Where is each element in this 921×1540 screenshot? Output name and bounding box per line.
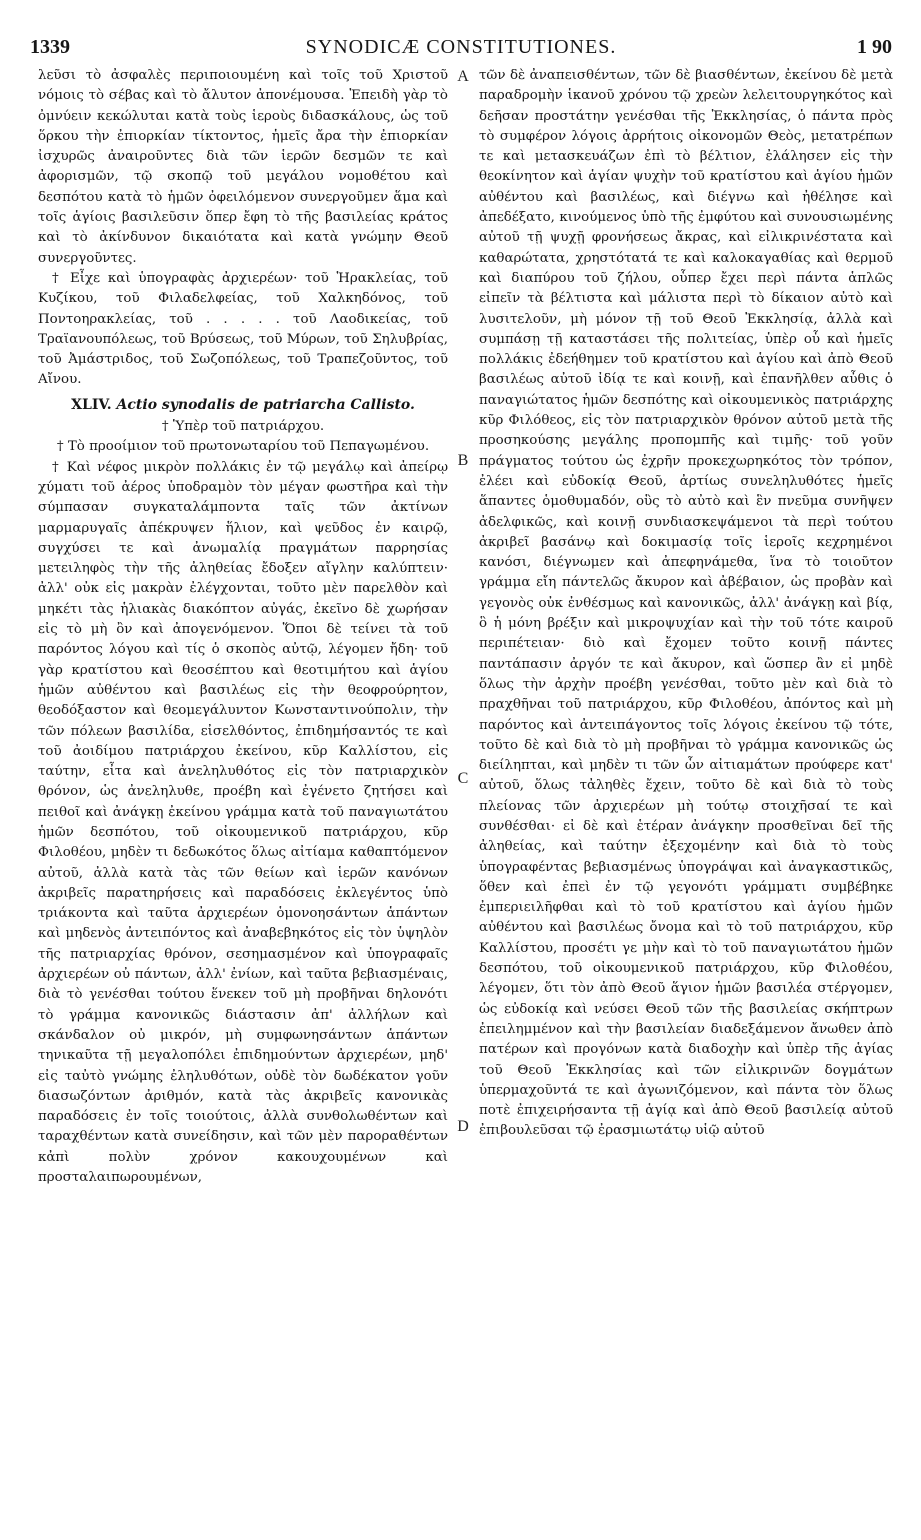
caption-prooimion: † Τὸ προοίμιον τοῦ πρωτονωταρίου τοῦ Πεπαγωμένου. bbox=[56, 439, 430, 455]
margin-letter-a: A bbox=[457, 68, 469, 85]
margin-letter-b: B bbox=[457, 452, 469, 469]
paragraph: λεῦσι τὸ ἀσφαλὲς περιποιουμένη καὶ τοῖς τοῦ Χριστοῦ νόμοις τὸ σέβας καὶ τὸ ἄλυτον ἀπονέμουσα. Ἐπειδὴ γὰρ τὸ ὀμνύειν κεκώλυται κατὰ τοὺς ἱεροὺς διδασκάλους, ὡς τοῦ ὅρκου τὴν ἐπιορκίαν τίκτοντος, ἡμεῖς ἄρα τὴν ἐπιορκίαν ἰσχυρῶς ἀναιροῦντες διὰ τῶν ἱερῶν δεσμῶν τε καὶ ἀφορισμῶν, τῷ σκοπῷ τοῦ μεγάλου νομοθέτου καὶ δεσπότου κατὰ τὸ ἡμῶν ὀφειλόμενον συνεργοῦμεν ἅμα καὶ τοῖς ἁγίοις βασιλεῦσιν ὅπερ ἔφη τὸ τῆς βασιλείας κράτος καὶ τὸ ἀκίνδυνον δικαιότατα καὶ κατὰ γνώμην Θεοῦ συνεργοῦντες. bbox=[38, 68, 448, 266]
paragraph: † Καὶ νέφος μικρὸν πολλάκις ἐν τῷ μεγάλῳ καὶ ἀπείρῳ χύματι τοῦ ἀέρος ὑποδραμὸν τὸν μέγαν φωστῆρα καὶ τὴν σύμπασαν συγκαταλάμποντα ταῖς τῶν ἀκτίνων μαρμαρυγαῖς ἀπέκρυψεν ἥλιον, καὶ ψεῦδος ἐν καιρῷ, συγχύσει τε καὶ ἀνωμαλίᾳ πραγμάτων παρρησίας μετειληφὸς τὴν τῆς ἀληθείας ἔδοξεν αἴγλην καλύπτειν· ἀλλ' οὐκ εἰς μακρὰν ἐλέγχονται, τοῦτο μὲν παρελθὸν καὶ μηκέτι τὰς ἡλιακὰς διακόπτον αὐγάς, ἐκεῖνο δὲ χωρήσαν εἰς τὸ μὴ ὂν καὶ ἀπογενόμενον. Ὅποι δὲ τείνει τὰ τοῦ παρόντος λόγου καὶ τίς ὁ σκοπὸς αὐτῷ, λέγομεν ἤδη· τοῦ γὰρ κρατίστου καὶ θεοσέπτου καὶ θεοτιμήτου καὶ ἁγίου ἡμῶν αὐθέντου καὶ βασιλέως εἰς τὴν θεοφρούρητον, θεοδόξαστον καὶ θεομεγάλυντον Κωνσταντινούπολιν, τὴν τῶν πόλεων βασιλίδα, εἰσελθόντος, ἐπιδημήσαντός τε καὶ τοῦ ἀοιδίμου πατριάρχου ἐκείνου, κῦρ Καλλίστου, εἰς ταύτην, εἶτα καὶ ἀνεληλυθότος εἰς τὸν πατριαρχικὸν θρόνον, ὡς ἀνεληλυθε, προέβη καὶ ἐγένετο ζητήσει καὶ πειθοῖ καὶ ἀνάγκῃ ἐκείνου γράμμα κατὰ τοῦ παναγιωτάτου ἡμῶν δεσπότου, τοῦ οἰκουμενικοῦ πατριάρχου, κῦρ Φιλοθέου, μηδὲν τι δεδωκότος ὅλως αἰτίαμα καθαπτόμενον αὐτοῦ, ἀλλὰ κατὰ τὰς τῶν θείων καὶ ἱερῶν κανόνων ἀκριβεῖς παρατηρήσεις καὶ παραδόσεις ἐκλεγέντος ὑπὸ τριάκοντα καὶ ταῦτα ἀρχιερέων ὁμονοησάντων ἁπάντων καὶ μηδενὸς ἀντειπόντος καὶ ἀναβεβηκότος εἰς τὸν ὑψηλὸν τῆς πατριαρχίας θρόνον, σεσημασμένον καὶ ὑπογραφαῖς ἀρχιερέων οὐ πάντων, ἀλλ' ἐνίων, καὶ ταῦτα βεβιασμέναις, διὰ τὸ γενέσθαι τούτου ἕνεκεν τοῦ μὴ προβῆναι δηλονότι τὸ γράμμα κανονικῶς διάστασιν ἀπ' ἀλλήλων καὶ σκάνδαλον οὐ μικρόν, μὴ συμφωνησάντων ἁπάντων τηνικαῦτα τῇ μεγαλοπόλει ἐπιδημούντων ἀρχιερέων, μηδ' εἰς ταὐτὸ γνώμης ἐληλυθότων, οὐδὲ τὸν δωδέκατον γοῦν διασωζόντων ἀριθμόν, κατὰ τὰς ἀκριβεῖς κανονικὰς παραδόσεις ἐν τοῖς τοιούτοις, ἀλλὰ συνθολωθέντων καὶ ταραχθέντων κατὰ συνείδησιν, καὶ τῶν μὲν παροραθέντων κἀπὶ πολὺν χρόνον κακουχουμένων καὶ προσταλαιπωρουμένων, bbox=[38, 459, 448, 1186]
page-header bbox=[30, 34, 892, 60]
section-title: Actio synodalis de patriarcha Callisto. bbox=[116, 396, 415, 413]
caption-patriarch: † Ὑπὲρ τοῦ πατριάρχου. bbox=[161, 419, 325, 435]
page-number-left: 1339 bbox=[30, 36, 70, 58]
margin-letter-c: C bbox=[457, 770, 469, 787]
paragraph: τῶν δὲ ἀναπεισθέντων, τῶν δὲ βιασθέντων, ἐκείνου δὲ μετὰ παραδρομὴν ἱκανοῦ χρόνου τῷ χρεὼν λελειτουργηκότος καὶ δεῆσαν προστάτην γενέσθαι τῆς Ἐκκλησίας, ὁ πάντα πρὸς τὸ συμφέρον λόγοις ἀρρήτοις οἰκονομῶν Θεὸς, μετατρέπων τε καὶ μετασκευάζων ἐπὶ τὸ βέλτιον, ἐλάλησεν εἰς τὴν θεοκίνητον καὶ ἁγίαν ψυχὴν τοῦ κρατίστου καὶ ἁγίου ἡμῶν αὐθέντου καὶ βασιλέως, καὶ διέγνω καὶ ἠθέλησε καὶ ἀπεδέξατο, κινούμενος ὑπὸ τῆς ἐμφύτου καὶ συνουσιωμένης αὐτοῦ τῇ ψυχῇ φρονήσεως ἄκρας, καὶ εἰλικρινέστατα καὶ καθαρώτατα, χρηστότατά τε καὶ καλοκαγαθίας καὶ θερμοῦ καὶ διαπύρου τοῦ ζήλου, οὗπερ ἔχει περὶ πάντα ἁπλῶς εἰπεῖν τὰ βέλτιστα καὶ μάλιστα περὶ τὸ δίκαιον αὐτὸ καὶ λυσιτελοῦν, μὴ μόνον τῇ τοῦ Θεοῦ Ἐκκλησίᾳ, ἀλλὰ καὶ συμπάσῃ τῇ καταστάσει τῆς πολιτείας, ὑπὲρ οὗ καὶ ἡμεῖς πολλάκις ἐδεήθημεν τοῦ κρατίστου καὶ ἁγίου καὶ ἀπὸ Θεοῦ βασιλέως αὐτοῦ ἰδίᾳ τε καὶ κοινῇ, καὶ ἐπανῆλθεν αὖθις ὁ παναγιώτατος ἡμῶν δεσπότης καὶ οἰκουμενικὸς πατριάρχης κῦρ Φιλόθεος, εἰς τὸν πατριαρχικὸν θρόνον αὐτοῦ μετὰ τῆς προσηκούσης μεγάλης προπομπῆς καὶ τιμῆς· τοῦ γοῦν πράγματος τούτου ὡς ἐχρῆν προκεχωρηκότος τὸν τρόπον, ἐλέει καὶ εὐδοκίᾳ Θεοῦ, ἀρτίως συνεληλυθότες ἡμεῖς ἅπαντες ὁμοθυμαδόν, οὓς τὸ αὐτὸ καὶ ἓν πνεῦμα συνῆψεν ἀδελφικῶς, καὶ κοινῇ συνδιασκεψάμενοι τὰ περὶ τούτου ἀκριβεῖ βασάνῳ καὶ δοκιμασίᾳ τοῖς ἱεροῖς κεχρημένοι κανόσι, διέγνωμεν καὶ ἀπεφηνάμεθα, ἵνα τὸ τοιοῦτον γράμμα εἴη πάντελῶς ἄκυρον καὶ ἀβέβαιον, ὡς προβὰν καὶ γεγονὸς οὐκ ἐνθέσμως καὶ κανονικῶς, ἀλλ' ἀνάγκῃ καὶ βίᾳ, ὃ ἡ μόνη βρέξιν καὶ μικροψυχίαν καὶ τὴν τοῦ τότε καιροῦ περιπέτειαν· διὸ καὶ ἔχομεν τοῦτο κοινῇ πάντες παντάπασιν ἀργόν τε καὶ ἄκυρον, καὶ ὥσπερ ἂν εἰ μηδὲ ὅλως τὴν ἀρχὴν προέβη γενέσθαι, τοῦτο μὲν καὶ διὰ τὸ πραχθῆναι τοῦ πατριάρχου, κῦρ Φιλοθέου, ἀπόντος καὶ μὴ παρόντος καὶ ἀντειπάγοντος τοῖς λόγοις ἐκείνου τῷ τότε, τοῦτο δὲ καὶ διὰ τὸ μὴ προβῆναι τὸ γράμμα κανονικῶς ὡς διείληπται, καὶ μηδὲν τι τῶν ὧν αἰτιαμάτων προύφερε κατ' αὐτοῦ, ὅλως τἀληθὲς ἔχειν, τοῦτο δὲ καὶ διὰ τὸ τοὺς πλείονας τῶν ἀρχιερέων μὴ τούτῳ στοιχῆσαί τε καὶ συνθέσθαι· εἰ δὲ καὶ ἑτέραν ἀνάγκην προσθεῖναι δεῖ τῆς ἀληθείας, καὶ ταύτην ἐξεχομένην καὶ διὰ τὸ τοὺς ὑπογραφέντας βεβιασμένως ὑπογράψαι καὶ ἀναγκαστικῶς, ὅθεν καὶ ἐπεὶ ἐν τῷ γεγονότι γράμματι συμβέβηκε ἐμπεριειλῆφθαι καὶ τὸ τοῦ κρατίστου καὶ ἁγίου ἡμῶν αὐθέντου καὶ βασιλέως ὄνομα καὶ τὸ τοῦ πατριάρχου, κῦρ Καλλίστου, προσέτι γε μὴν καὶ τὸ τοῦ παναγιωτάτου ἡμῶν δεσπότου, τοῦ οἰκουμενικοῦ πατριάρχου, κῦρ Φιλοθέου, λέγομεν, ὅτι τὸν ἀπὸ Θεοῦ ἅγιον ἡμῶν βασιλέα στέργομεν, ὡς εὐδοκίᾳ καὶ νεύσει Θεοῦ τῶν τῆς βασιλείας σκήπτρων ἐπειλημμένον καὶ τὴν βασιλείαν διαδεξάμενον ἄνωθεν ἀπὸ πατέρων καὶ προγόνων κατὰ διαδοχὴν καὶ ὑπὲρ τῆς ἁγίας τοῦ Θεοῦ Ἐκκλησίας καὶ τῶν εἰλικρινῶν δογμάτων ὑπερμαχοῦντά τε καὶ ἀγωνιζόμενον, καὶ πάντα τὸν ὅλως ποτὲ ἐπιχειρήσαντα τῇ ἁγίᾳ καὶ ἀπὸ Θεοῦ βασιλείᾳ αὐτοῦ ἐπιβουλεῦσαι τῷ ἐρασμιωτάτῳ υἱῷ αὐτοῦ bbox=[479, 68, 893, 1139]
margin-letter-d: D bbox=[457, 1118, 469, 1135]
left-column bbox=[38, 66, 448, 1528]
right-column bbox=[479, 66, 893, 1528]
section-number: XLIV. bbox=[71, 396, 112, 413]
section-heading bbox=[38, 395, 448, 415]
paragraph-signatures: † Εἶχε καὶ ὑπογραφὰς ἀρχιερέων· τοῦ Ἡρακλείας, τοῦ Κυζίκου, τοῦ Φιλαδελφείας, τοῦ Χαλκηδόνος, τοῦ Ποντοηρακλείας, τοῦ . . . . . τοῦ Λαοδικείας, τοῦ Τραϊανουπόλεως, τοῦ Βρύσεως, τοῦ Μύρων, τοῦ Σηλυβρίας, τοῦ Ἀμάστριδος, τοῦ Σωζοπόλεως, τοῦ Τραπεζοῦντος, τοῦ Αἴνου. bbox=[38, 270, 448, 388]
page-number-right: 1 90 bbox=[857, 36, 892, 58]
running-title: SYNODICÆ CONSTITUTIONES. bbox=[305, 36, 617, 58]
